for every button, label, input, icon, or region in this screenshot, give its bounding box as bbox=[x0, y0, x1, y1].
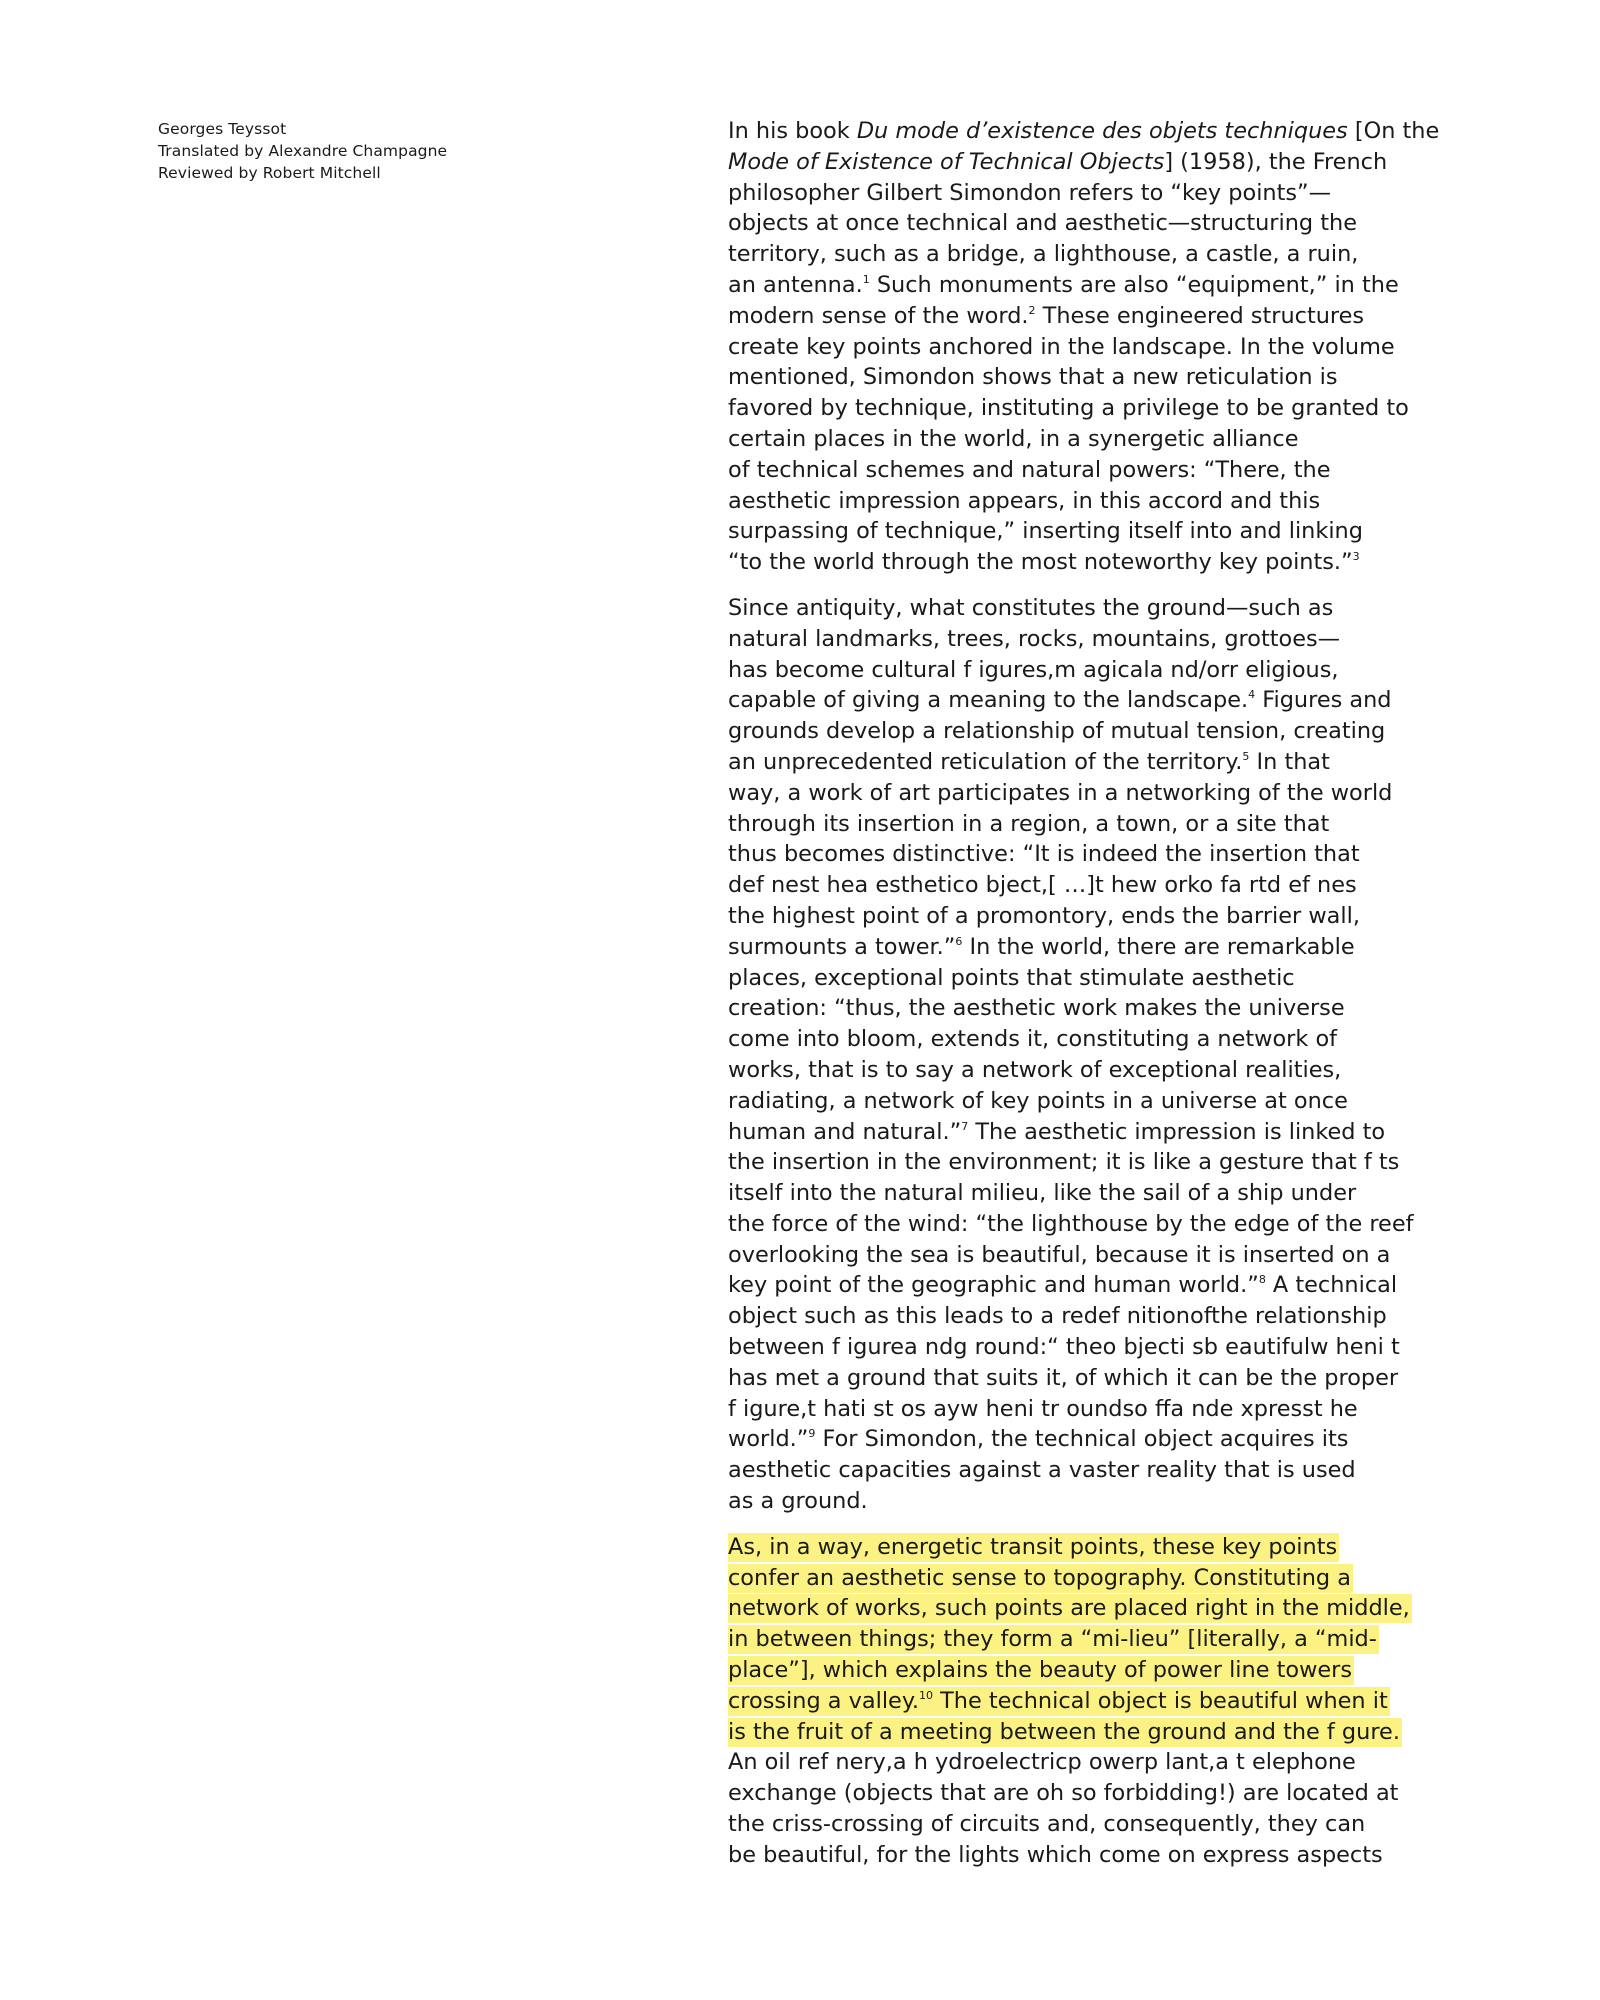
line-text bbox=[728, 457, 1330, 483]
text-run: has met a ground that suits it, of which it can be the proper bbox=[728, 1364, 1399, 1391]
text-line bbox=[728, 1717, 1488, 1748]
line-text bbox=[728, 1457, 1356, 1483]
text-run: key point of the geographic and human world.” bbox=[728, 1272, 1259, 1299]
highlighted-text bbox=[728, 1564, 1353, 1593]
line-text bbox=[728, 841, 1360, 867]
text-line bbox=[728, 1624, 1488, 1655]
text-run: works, that is to say a network of exceptional realities, bbox=[728, 1056, 1342, 1083]
text-line bbox=[728, 593, 1488, 624]
article-text-column bbox=[728, 116, 1488, 1886]
line-text bbox=[728, 872, 1357, 898]
line-text bbox=[728, 749, 1330, 775]
text-run: objects at once technical and aesthetic—structuring the bbox=[728, 210, 1357, 237]
text-run: In that bbox=[1249, 748, 1330, 775]
text-run: human and natural.” bbox=[728, 1118, 962, 1145]
text-line bbox=[728, 239, 1488, 270]
text-line bbox=[728, 1455, 1488, 1486]
text-line bbox=[728, 1486, 1488, 1517]
text-line bbox=[728, 993, 1488, 1024]
text-line bbox=[728, 624, 1488, 655]
text-run: In the world, there are remarkable bbox=[962, 933, 1355, 960]
text-line bbox=[728, 1809, 1488, 1840]
text-line bbox=[728, 547, 1488, 578]
text-run: mentioned, Simondon shows that a new reticulation is bbox=[728, 364, 1338, 391]
text-line bbox=[728, 1147, 1488, 1178]
text-run: surmounts a tower.” bbox=[728, 933, 956, 960]
line-text bbox=[728, 1488, 868, 1514]
text-line bbox=[728, 362, 1488, 393]
text-run: Such monuments are also “equipment,” in the bbox=[869, 271, 1399, 298]
text-run: def nest hea esthetico bject,[ …]t hew orko fa rtd ef nes bbox=[728, 872, 1357, 899]
text-line bbox=[728, 393, 1488, 424]
text-line bbox=[728, 1024, 1488, 1055]
text-run: an unprecedented reticulation of the territory. bbox=[728, 748, 1243, 775]
text-line bbox=[728, 1270, 1488, 1301]
text-line bbox=[728, 839, 1488, 870]
text-line bbox=[728, 809, 1488, 840]
line-text bbox=[728, 1149, 1399, 1175]
text-run: In his book bbox=[728, 118, 857, 144]
line-text bbox=[728, 1211, 1414, 1237]
text-run: of technical schemes and natural powers: “There, the bbox=[728, 456, 1331, 483]
text-line bbox=[728, 1424, 1488, 1455]
line-text bbox=[728, 1749, 1356, 1775]
body-paragraph-2 bbox=[728, 593, 1488, 1517]
text-run: crossing a valley. bbox=[728, 1687, 919, 1714]
italic-title: Du mode d’existence des objets techniques bbox=[856, 118, 1348, 144]
text-run: create key points anchored in the landscape. In the volume bbox=[728, 333, 1395, 360]
line-text bbox=[728, 364, 1338, 390]
line-text bbox=[728, 811, 1329, 837]
highlighted-text bbox=[728, 1533, 1339, 1562]
text-line bbox=[728, 1563, 1488, 1594]
text-line bbox=[728, 1086, 1488, 1117]
line-text bbox=[728, 210, 1357, 236]
text-run: capable of giving a meaning to the landscape. bbox=[728, 687, 1249, 714]
line-text bbox=[728, 118, 1439, 144]
body-paragraph-1 bbox=[728, 116, 1488, 578]
line-text bbox=[728, 1119, 1385, 1145]
line-text bbox=[728, 934, 1355, 960]
line-text bbox=[728, 272, 1399, 298]
line-text bbox=[728, 488, 1320, 514]
text-line bbox=[728, 716, 1488, 747]
text-line bbox=[728, 1117, 1488, 1148]
line-text bbox=[728, 1811, 1365, 1837]
text-line bbox=[728, 1655, 1488, 1686]
text-run: favored by technique, instituting a privilege to be granted to bbox=[728, 395, 1409, 422]
text-run: radiating, a network of key points in a universe at once bbox=[728, 1087, 1348, 1114]
text-line bbox=[728, 747, 1488, 778]
text-line bbox=[728, 455, 1488, 486]
author-name: Georges Teyssot bbox=[158, 120, 287, 138]
line-text bbox=[728, 1180, 1356, 1206]
text-run: the insertion in the environment; it is like a gesture that f ts bbox=[728, 1149, 1400, 1176]
text-line bbox=[728, 1532, 1488, 1563]
line-text bbox=[728, 995, 1345, 1021]
text-line bbox=[728, 1747, 1488, 1778]
text-line bbox=[728, 655, 1488, 686]
line-text bbox=[728, 1026, 1337, 1052]
text-run: between f igurea ndg round:“ theo bjecti sb eautifulw heni t bbox=[728, 1334, 1400, 1361]
text-line bbox=[728, 1055, 1488, 1086]
text-run: A technical bbox=[1265, 1272, 1398, 1299]
text-run: overlooking the sea is beautiful, because it is inserted on a bbox=[728, 1241, 1391, 1268]
footnote-marker: 5 bbox=[1242, 749, 1250, 763]
line-text bbox=[728, 149, 1387, 175]
text-run: be beautiful, for the lights which come on express aspects bbox=[728, 1841, 1383, 1868]
text-run: as a ground. bbox=[728, 1488, 868, 1515]
text-run: ] (1958), the French bbox=[1164, 148, 1388, 175]
text-run: object such as this leads to a redef nitionofthe relationship bbox=[728, 1303, 1387, 1330]
text-line bbox=[728, 1363, 1488, 1394]
footnote-marker: 2 bbox=[1028, 303, 1036, 317]
text-line bbox=[728, 1178, 1488, 1209]
text-run: f igure,t hati st os ayw heni tr oundso ffa nde xpresst he bbox=[728, 1395, 1358, 1422]
line-text bbox=[728, 1088, 1348, 1114]
translator-credit: Translated by Alexandre Champagne bbox=[158, 142, 448, 160]
line-text bbox=[728, 780, 1392, 806]
text-line bbox=[728, 1686, 1488, 1717]
text-run: philosopher Gilbert Simondon refers to “key points”— bbox=[728, 179, 1332, 206]
text-line bbox=[728, 932, 1488, 963]
text-line bbox=[728, 1301, 1488, 1332]
text-line bbox=[728, 516, 1488, 547]
text-line bbox=[728, 1209, 1488, 1240]
text-run: in between things; they form a “mi-lieu” [literally, a “mid- bbox=[728, 1626, 1377, 1653]
text-run: The aesthetic impression is linked to bbox=[968, 1118, 1386, 1145]
text-line bbox=[728, 208, 1488, 239]
text-run: way, a work of art participates in a networking of the world bbox=[728, 779, 1393, 806]
line-text bbox=[728, 518, 1363, 544]
line-text bbox=[728, 549, 1360, 575]
line-text bbox=[728, 426, 1298, 452]
text-run: the highest point of a promontory, ends the barrier wall, bbox=[728, 902, 1360, 929]
line-text bbox=[728, 1426, 1348, 1452]
line-text bbox=[728, 687, 1392, 713]
highlighted-text bbox=[728, 1594, 1412, 1623]
line-text bbox=[728, 657, 1339, 683]
highlighted-text bbox=[728, 1656, 1354, 1685]
text-line bbox=[728, 147, 1488, 178]
text-run: [On the bbox=[1347, 118, 1440, 144]
footnote-marker: 4 bbox=[1248, 688, 1256, 702]
text-line bbox=[728, 301, 1488, 332]
line-text bbox=[728, 1334, 1400, 1360]
text-line bbox=[728, 1332, 1488, 1363]
reviewer-credit: Reviewed by Robert Mitchell bbox=[158, 164, 381, 182]
line-text bbox=[728, 1780, 1398, 1806]
text-run: natural landmarks, trees, rocks, mountains, grottoes— bbox=[728, 625, 1341, 652]
text-run: Figures and bbox=[1255, 687, 1392, 714]
text-run: certain places in the world, in a synergetic alliance bbox=[728, 425, 1299, 452]
text-run: surpassing of technique,” inserting itself into and linking bbox=[728, 518, 1363, 545]
line-text bbox=[728, 1365, 1398, 1391]
text-run: place”], which explains the beauty of power line towers bbox=[728, 1657, 1353, 1684]
text-line bbox=[728, 901, 1488, 932]
line-text bbox=[728, 1396, 1358, 1422]
text-line bbox=[728, 778, 1488, 809]
line-text bbox=[728, 626, 1340, 652]
text-run: the force of the wind: “the lighthouse by the edge of the reef bbox=[728, 1210, 1414, 1237]
line-text bbox=[728, 303, 1364, 329]
line-text bbox=[728, 334, 1395, 360]
text-line bbox=[728, 963, 1488, 994]
text-run: itself into the natural milieu, like the sail of a ship under bbox=[728, 1180, 1357, 1207]
text-run: exchange (objects that are oh so forbidding!) are located at bbox=[728, 1780, 1399, 1807]
text-line bbox=[728, 178, 1488, 209]
text-run: places, exceptional points that stimulate aesthetic bbox=[728, 964, 1295, 991]
italic-title: Mode of Existence of Technical Objects bbox=[728, 148, 1165, 175]
text-run: For Simondon, the technical object acquires its bbox=[815, 1426, 1349, 1453]
text-run: an antenna. bbox=[728, 271, 863, 298]
text-line bbox=[728, 870, 1488, 901]
line-text bbox=[728, 903, 1360, 929]
text-run: through its insertion in a region, a town, or a site that bbox=[728, 810, 1330, 837]
line-text bbox=[728, 595, 1333, 621]
text-line bbox=[728, 424, 1488, 455]
text-run: territory, such as a bridge, a lighthouse, a castle, a ruin, bbox=[728, 241, 1359, 268]
text-run: aesthetic capacities against a vaster reality that is used bbox=[728, 1457, 1356, 1484]
footnote-marker: 1 bbox=[862, 272, 870, 286]
text-line bbox=[728, 1394, 1488, 1425]
footnote-marker: 9 bbox=[808, 1427, 816, 1441]
line-text bbox=[728, 965, 1295, 991]
text-run: The technical object is beautiful when it bbox=[933, 1687, 1388, 1714]
text-line bbox=[728, 1840, 1488, 1871]
text-run: grounds develop a relationship of mutual tension, creating bbox=[728, 718, 1386, 745]
line-text bbox=[728, 1057, 1341, 1083]
text-line bbox=[728, 486, 1488, 517]
text-run: confer an aesthetic sense to topography. Constituting a bbox=[728, 1564, 1351, 1591]
footnote-marker: 6 bbox=[955, 934, 963, 948]
text-run: modern sense of the word. bbox=[728, 302, 1029, 329]
text-run: the criss-crossing of circuits and, consequently, they can bbox=[728, 1811, 1366, 1838]
text-line bbox=[728, 270, 1488, 301]
text-run: These engineered structures bbox=[1035, 302, 1365, 329]
text-run: has become cultural f igures,m agicala nd/orr eligious, bbox=[728, 656, 1339, 683]
text-run: world.” bbox=[728, 1426, 809, 1453]
line-text bbox=[728, 395, 1409, 421]
text-run: thus becomes distinctive: “It is indeed the insertion that bbox=[728, 841, 1360, 868]
text-run: is the fruit of a meeting between the ground and the f gure. bbox=[728, 1718, 1400, 1745]
text-line bbox=[728, 116, 1488, 147]
text-run: As, in a way, energetic transit points, these key points bbox=[728, 1533, 1338, 1560]
line-text bbox=[728, 718, 1385, 744]
text-run: network of works, such points are placed right in the middle, bbox=[728, 1595, 1410, 1622]
footnote-marker: 3 bbox=[1352, 550, 1360, 564]
text-run: Since antiquity, what constitutes the ground—such as bbox=[728, 594, 1334, 621]
line-text bbox=[728, 1303, 1387, 1329]
text-run: aesthetic impression appears, in this accord and this bbox=[728, 487, 1321, 514]
text-run: come into bloom, extends it, constituting a network of bbox=[728, 1026, 1338, 1053]
text-line bbox=[728, 1778, 1488, 1809]
line-text bbox=[728, 1842, 1383, 1868]
text-line bbox=[728, 1240, 1488, 1271]
body-paragraph-3 bbox=[728, 1532, 1488, 1871]
highlighted-text bbox=[728, 1687, 1390, 1716]
line-text bbox=[728, 1242, 1390, 1268]
text-run: “to the world through the most noteworthy key points.” bbox=[728, 549, 1353, 576]
text-line bbox=[728, 332, 1488, 363]
highlighted-text bbox=[728, 1625, 1379, 1654]
text-line bbox=[728, 685, 1488, 716]
credits-block bbox=[158, 118, 447, 184]
footnote-marker: 7 bbox=[961, 1119, 969, 1133]
highlighted-text bbox=[728, 1718, 1402, 1747]
line-text bbox=[728, 180, 1331, 206]
footnote-marker: 8 bbox=[1258, 1273, 1266, 1287]
line-text bbox=[728, 1272, 1397, 1298]
footnote-marker: 10 bbox=[919, 1688, 933, 1702]
line-text bbox=[728, 241, 1358, 267]
text-run: creation: “thus, the aesthetic work makes the universe bbox=[728, 995, 1345, 1022]
text-run: An oil ref nery,a h ydroelectricp owerp lant,a t elephone bbox=[728, 1749, 1356, 1776]
text-line bbox=[728, 1593, 1488, 1624]
